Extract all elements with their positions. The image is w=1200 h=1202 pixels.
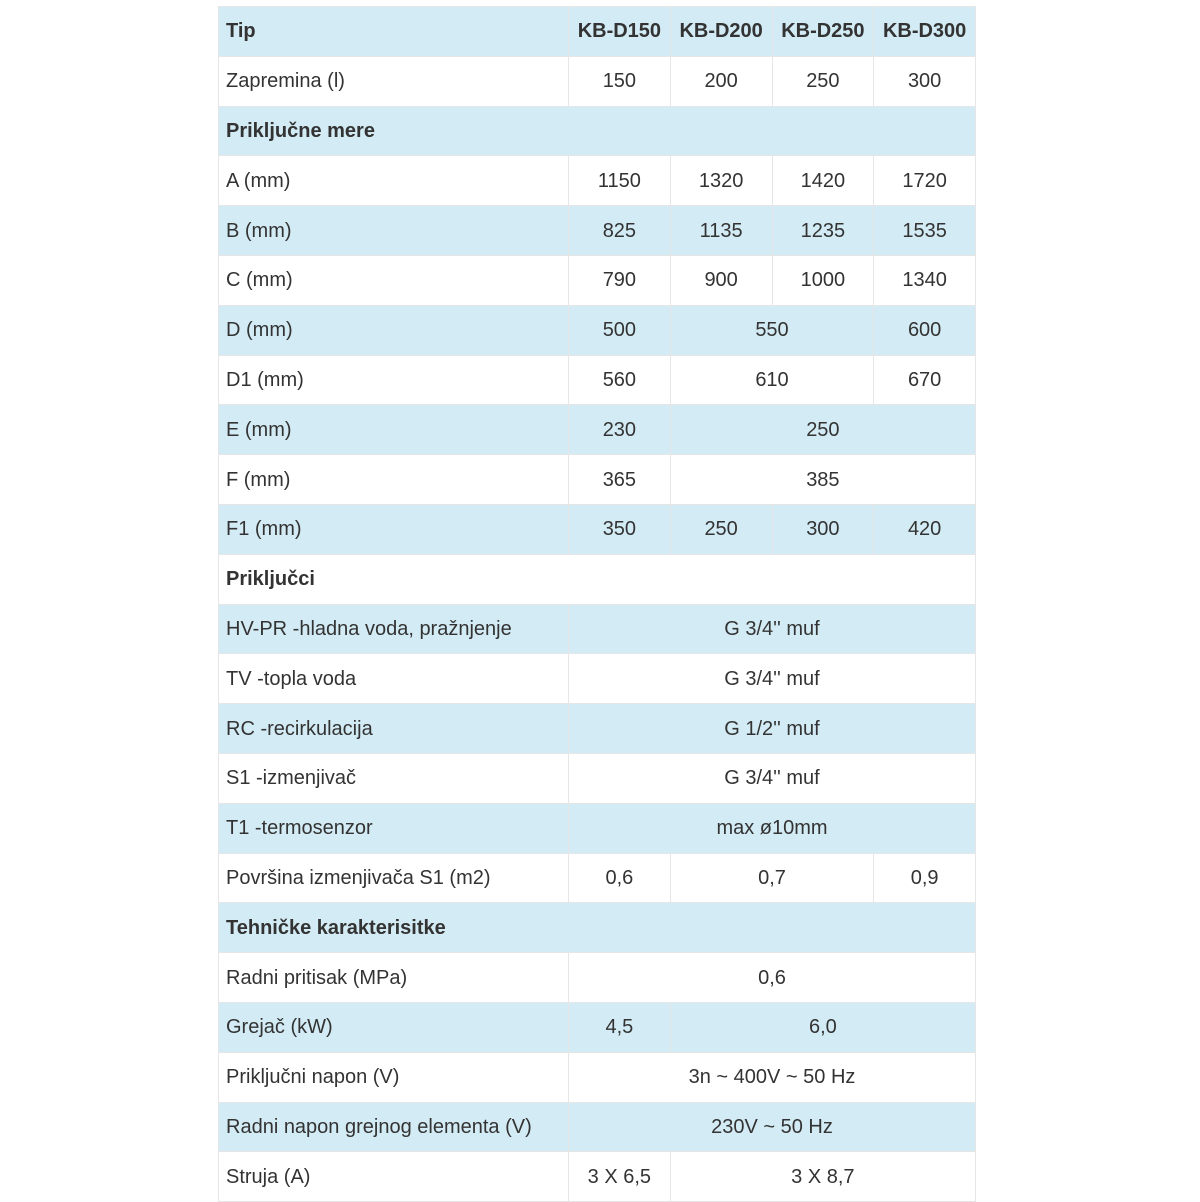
spec-value: 1720 [874,156,976,206]
spec-table [218,6,976,1202]
spec-label: Radni napon grejnog elementa (V) [219,1102,569,1152]
header-label: Tip [219,7,569,57]
spec-row [219,206,976,256]
spec-label: D (mm) [219,305,569,355]
spec-row [219,405,976,455]
spec-row [219,853,976,903]
spec-value: 790 [569,255,671,305]
spec-value: 900 [670,255,772,305]
spec-table-body [219,7,976,1202]
spec-value: 0,7 [670,853,874,903]
spec-label: A (mm) [219,156,569,206]
spec-row [219,604,976,654]
spec-value: 150 [569,56,671,106]
spec-row [219,56,976,106]
section-title: Priključci [219,554,976,604]
spec-row [219,1102,976,1152]
spec-value: 1235 [772,206,874,256]
spec-value: 825 [569,206,671,256]
spec-value: 200 [670,56,772,106]
spec-value: 1535 [874,206,976,256]
spec-value: 0,6 [569,853,671,903]
spec-row [219,1152,976,1202]
spec-row [219,156,976,206]
spec-value: 250 [772,56,874,106]
spec-row [219,953,976,1003]
spec-row [219,355,976,405]
spec-value: 385 [670,455,975,505]
spec-row [219,255,976,305]
spec-value: 1000 [772,255,874,305]
spec-label: Struja (A) [219,1152,569,1202]
spec-row [219,1002,976,1052]
spec-value: G 3/4'' muf [569,604,976,654]
spec-label: Zapremina (l) [219,56,569,106]
spec-row [219,704,976,754]
spec-value: G 1/2'' muf [569,704,976,754]
spec-value: 6,0 [670,1002,975,1052]
spec-value: max ø10mm [569,803,976,853]
header-model: KB-D250 [772,7,874,57]
spec-value: 365 [569,455,671,505]
header-model: KB-D150 [569,7,671,57]
section-title: Priključne mere [219,106,976,156]
spec-value: 350 [569,504,671,554]
spec-value: G 3/4'' muf [569,753,976,803]
spec-label: F (mm) [219,455,569,505]
spec-label: Grejač (kW) [219,1002,569,1052]
spec-row [219,1052,976,1102]
spec-label: TV -topla voda [219,654,569,704]
header-row [219,7,976,57]
spec-label: D1 (mm) [219,355,569,405]
spec-value: 4,5 [569,1002,671,1052]
spec-value: 230 [569,405,671,455]
spec-value: 1420 [772,156,874,206]
spec-row [219,455,976,505]
spec-value: 1135 [670,206,772,256]
spec-value: 250 [670,405,975,455]
section-row [219,903,976,953]
spec-value: 420 [874,504,976,554]
spec-value: 560 [569,355,671,405]
spec-value: 1340 [874,255,976,305]
spec-value: 3 X 8,7 [670,1152,975,1202]
spec-value: 300 [874,56,976,106]
spec-label: Priključni napon (V) [219,1052,569,1102]
spec-label: T1 -termosenzor [219,803,569,853]
spec-value: 670 [874,355,976,405]
spec-label: B (mm) [219,206,569,256]
spec-value: 230V ~ 50 Hz [569,1102,976,1152]
spec-row [219,305,976,355]
spec-value: G 3/4'' muf [569,654,976,704]
spec-value: 0,9 [874,853,976,903]
spec-value: 500 [569,305,671,355]
spec-value: 300 [772,504,874,554]
header-model: KB-D200 [670,7,772,57]
spec-row [219,654,976,704]
spec-label: Radni pritisak (MPa) [219,953,569,1003]
spec-label: S1 -izmenjivač [219,753,569,803]
section-title: Tehničke karakterisitke [219,903,976,953]
section-row [219,554,976,604]
spec-value: 250 [670,504,772,554]
spec-row [219,803,976,853]
spec-value: 3n ~ 400V ~ 50 Hz [569,1052,976,1102]
section-row [219,106,976,156]
spec-value: 600 [874,305,976,355]
spec-label: F1 (mm) [219,504,569,554]
spec-value: 550 [670,305,874,355]
spec-row [219,753,976,803]
spec-value: 1150 [569,156,671,206]
spec-label: E (mm) [219,405,569,455]
spec-value: 3 X 6,5 [569,1152,671,1202]
spec-value: 610 [670,355,874,405]
spec-value: 1320 [670,156,772,206]
header-model: KB-D300 [874,7,976,57]
spec-row [219,504,976,554]
spec-label: Površina izmenjivača S1 (m2) [219,853,569,903]
spec-label: HV-PR -hladna voda, pražnjenje [219,604,569,654]
spec-value: 0,6 [569,953,976,1003]
spec-label: RC -recirkulacija [219,704,569,754]
spec-label: C (mm) [219,255,569,305]
